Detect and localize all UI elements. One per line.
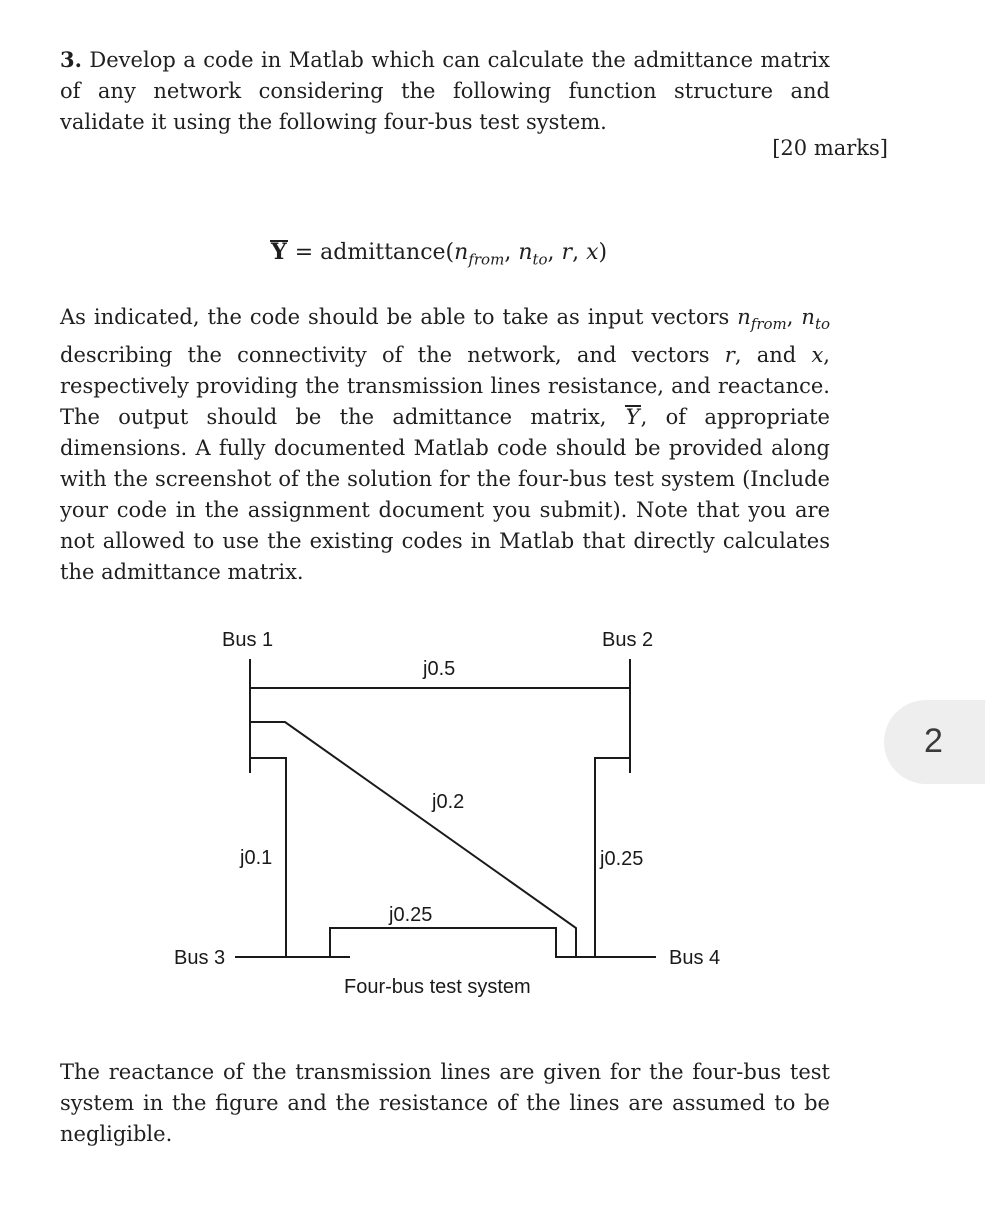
four-bus-diagram (0, 600, 985, 1020)
marks-label: [20 marks] (772, 136, 888, 160)
function-name: admittance( (320, 240, 455, 265)
y-bar-inline: Y (625, 405, 640, 430)
function-formula: $Y = admittance(n_{from}$, $n_{to}$, r, x) (271, 239, 608, 269)
page-number: 2 (924, 722, 943, 760)
page-number-badge[interactable] (884, 700, 985, 784)
question-number: 3. (60, 47, 82, 72)
y-bar-symbol: Y (271, 239, 287, 265)
bus1-label: Bus 1 (222, 629, 274, 651)
reactance-1-3: j0.1 (240, 847, 273, 869)
question-text: Develop a code in Matlab which can calculate the admittance matrix of any network considering the following function structure and validate it using the following four-bus test system. (60, 48, 830, 134)
reactance-1-2: j0.5 (423, 658, 456, 680)
diagram-caption: Four-bus test system (344, 976, 531, 998)
final-paragraph: The reactance of the transmission lines are given for the four-bus test system in the figure and the resistance of the lines are assumed to be negligible. (60, 1060, 830, 1146)
bus3-label: Bus 3 (174, 947, 226, 969)
reactance-1-4: j0.2 (432, 791, 465, 813)
line-3-4 (330, 928, 556, 957)
bus4-label: Bus 4 (669, 947, 721, 969)
question-paragraph (60, 44, 830, 138)
bus2-label: Bus 2 (602, 629, 654, 651)
reactance-3-4: j0.25 (389, 904, 433, 926)
reactance-2-4: j0.25 (600, 848, 644, 870)
description-paragraph: As indicated, the code should be able to take as input vectors $n_{from}$, $n_{to}$ describing the connectivity of the network, and vectors r, and x, respectively providing the transmission lines resistance, and reactance. The output should be the admittance matrix, Y, of appropriate dimensions. A fully documented Matlab code should be provided along with the screenshot of the solution for the four-bus test system (Include your code in the assignment document you submit). Note that you are not allowed to use the existing codes in Matlab that directly calculates the admittance matrix. (60, 305, 830, 585)
